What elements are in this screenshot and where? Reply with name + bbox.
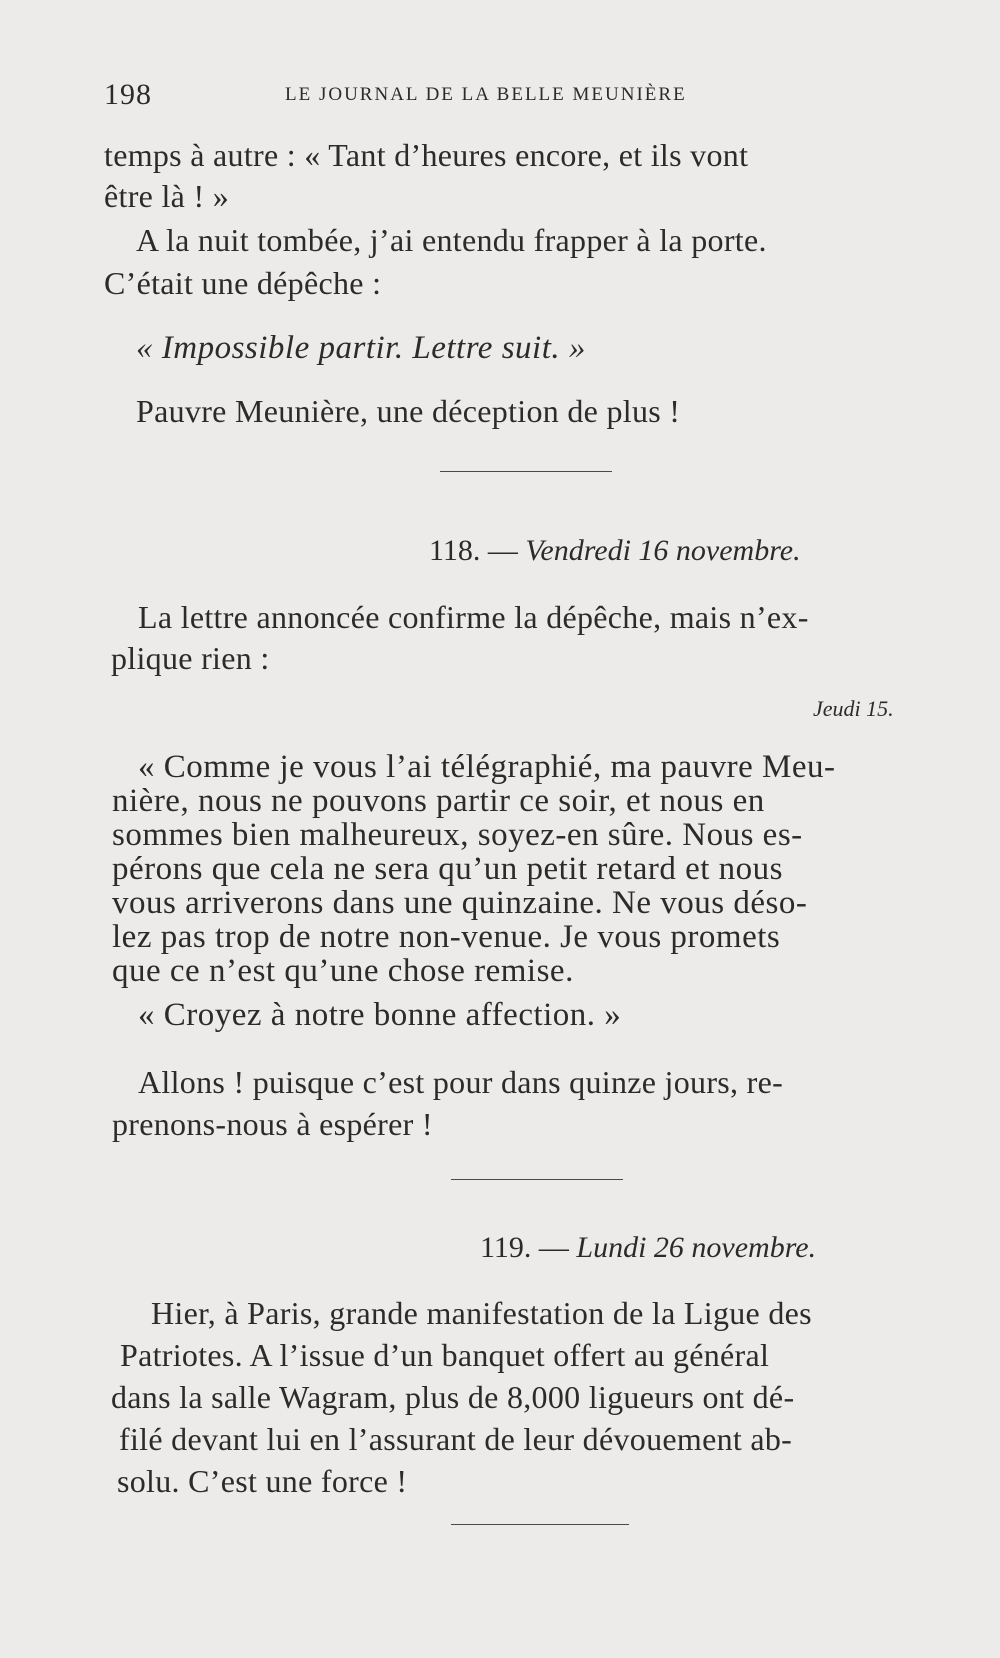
text-line-3: A la nuit tombée, j’ai entendu frapper à la porte.	[136, 222, 767, 258]
letter-closing: « Croyez à notre bonne affection. »	[138, 997, 622, 1033]
letter-line-3: sommes bien malheureux, soyez-en sûre. Nous es-	[112, 817, 803, 853]
entry-119-dash: —	[538, 1231, 569, 1264]
text-line-13: filé devant lui en l’assurant de leur dévouement ab-	[119, 1421, 793, 1457]
letter-line-2: nière, nous ne pouvons partir ce soir, et nous en	[112, 783, 765, 819]
text-line-14: solu. C’est une force !	[117, 1463, 408, 1499]
section-divider	[451, 1179, 623, 1180]
letter-line-6: lez pas trop de notre non-venue. Je vous promets	[112, 919, 781, 955]
entry-118-number: 118.	[429, 534, 481, 567]
letter-line-5: vous arriverons dans une quinzaine. Ne vous déso-	[112, 885, 808, 921]
text-line-8: Allons ! puisque c’est pour dans quinze jours, re-	[138, 1064, 784, 1100]
entry-118-date: Vendredi 16 novembre.	[525, 534, 801, 567]
text-line-1: temps à autre : « Tant d’heures encore, et ils vont	[104, 137, 749, 173]
section-divider	[451, 1524, 629, 1525]
text-line-12: dans la salle Wagram, plus de 8,000 ligueurs ont dé-	[111, 1379, 795, 1415]
text-line-6: La lettre annoncée confirme la dépêche, mais n’ex-	[138, 599, 809, 635]
entry-119-heading	[480, 1233, 816, 1263]
letter-line-4: pérons que cela ne sera qu’un petit retard et nous	[112, 851, 783, 887]
telegram-text: « Impossible partir. Lettre suit. »	[136, 330, 586, 366]
page-number: 198	[104, 78, 152, 111]
text-line-11: Patriotes. A l’issue d’un banquet offert au général	[120, 1337, 770, 1373]
text-line-5: Pauvre Meunière, une déception de plus !	[136, 393, 681, 429]
text-line-4: C’était une dépêche :	[104, 265, 382, 301]
text-line-7: plique rien :	[111, 640, 270, 676]
letter-line-7: que ce n’est qu’une chose remise.	[112, 953, 574, 989]
letter-date: Jeudi 15.	[813, 696, 894, 721]
entry-118-heading	[429, 536, 801, 566]
text-line-10: Hier, à Paris, grande manifestation de la Ligue des	[151, 1295, 812, 1331]
text-line-9: prenons-nous à espérer !	[112, 1106, 433, 1142]
running-title: LE JOURNAL DE LA BELLE MEUNIÈRE	[285, 84, 687, 105]
entry-118-dash: —	[487, 534, 518, 567]
letter-line-1: « Comme je vous l’ai télégraphié, ma pauvre Meu-	[138, 749, 836, 785]
section-divider	[440, 471, 612, 472]
entry-119-number: 119.	[480, 1231, 532, 1264]
text-line-2: être là ! »	[104, 178, 230, 214]
entry-119-date: Lundi 26 novembre.	[576, 1231, 817, 1264]
